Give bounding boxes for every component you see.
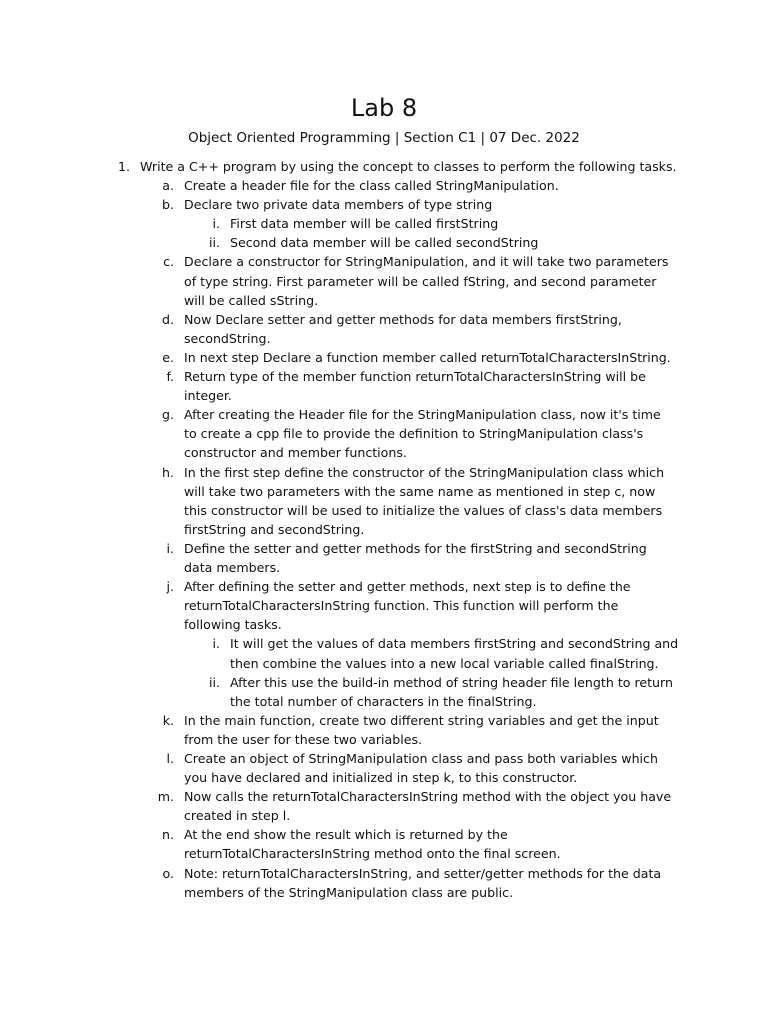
list-item [0, 577, 768, 634]
list-item-marker: m. [157, 789, 174, 805]
list-item-marker: n. [162, 827, 174, 843]
list-item-text [184, 711, 659, 749]
list-item [0, 864, 768, 902]
list-item [0, 233, 768, 252]
list-item-line: Now Declare setter and getter methods for data members firstString, [184, 311, 622, 327]
list-item-line: of type string. First parameter will be called fString, and second parameter [184, 273, 657, 289]
list-item-line: First data member will be called firstString [230, 216, 499, 232]
list-item-marker: k. [162, 712, 174, 728]
list-item-text [184, 310, 622, 348]
list-item-line: Create a header file for the class called StringManipulation. [184, 178, 559, 194]
list-item-marker: ii. [208, 235, 220, 251]
list-item-marker: g. [162, 407, 174, 423]
list-item-line: from the user for these two variables. [184, 731, 423, 747]
list-item-text [184, 539, 647, 577]
list-item-line: At the end show the result which is returned by the [184, 827, 508, 843]
list-item-line: returnTotalCharactersInString method onto the final screen. [184, 846, 561, 862]
list-item-text [184, 577, 631, 634]
list-item-text [230, 634, 678, 672]
list-item-marker: a. [162, 178, 174, 194]
list-item-marker: ii. [208, 674, 220, 690]
list-item [0, 405, 768, 462]
list-item-marker: e. [162, 349, 174, 365]
list-item-line: Create an object of StringManipulation class and pass both variables which [184, 750, 658, 766]
list-item-line: In the main function, create two different string variables and get the input [184, 712, 659, 728]
list-item-line: Note: returnTotalCharactersInString, and setter/getter methods for the data [184, 865, 662, 881]
list-item-marker: b. [162, 197, 174, 213]
list-item-line: After this use the build-in method of string header file length to return [230, 674, 673, 690]
list-item-line: to create a cpp file to provide the definition to StringManipulation class's [184, 426, 644, 442]
list-item-line: Write a C++ program by using the concept to classes to perform the following tasks. [140, 159, 677, 174]
list-item-line: this constructor will be used to initialize the values of class's data members [184, 502, 663, 518]
list-item-text [184, 463, 664, 539]
list-item-line: constructor and member functions. [184, 445, 407, 461]
list-item [0, 157, 768, 176]
list-item [0, 195, 768, 214]
list-item [0, 310, 768, 348]
list-item [0, 787, 768, 825]
list-item [0, 367, 768, 405]
list-item [0, 463, 768, 539]
list-item-marker: j. [166, 579, 174, 595]
list-item-line: After creating the Header file for the StringManipulation class, now it's time [184, 407, 661, 423]
list-item [0, 214, 768, 233]
list-item-line: created in step l. [184, 808, 291, 824]
list-item-text [184, 405, 661, 462]
list-item-line: After defining the setter and getter methods, next step is to define the [184, 579, 631, 595]
list-item-marker: 1. [117, 159, 130, 174]
list-item-line: members of the StringManipulation class are public. [184, 884, 514, 900]
list-item-marker: l. [166, 750, 174, 766]
list-item-line: Define the setter and getter methods for the firstString and secondString [184, 540, 647, 556]
list-item-text [184, 787, 671, 825]
list-item [0, 749, 768, 787]
list-item-marker: i. [212, 216, 220, 232]
list-item-line: returnTotalCharactersInString function. This function will perform the [184, 598, 619, 614]
list-item-line: Declare a constructor for StringManipulation, and it will take two parameters [184, 254, 669, 270]
list-item-text [230, 214, 498, 233]
list-item-line: then combine the values into a new local variable called finalString. [230, 655, 659, 671]
list-item-line: following tasks. [184, 617, 282, 633]
list-item [0, 711, 768, 749]
list-item-text [184, 176, 559, 195]
list-item-marker: o. [162, 865, 174, 881]
list-item-line: the total number of characters in the finalString. [230, 693, 537, 709]
list-item-line: Second data member will be called secondString [230, 235, 539, 251]
list-item-text [184, 348, 671, 367]
list-item-text [140, 157, 677, 176]
list-item-line: Now calls the returnTotalCharactersInString method with the object you have [184, 789, 672, 805]
list-item [0, 673, 768, 711]
list-item [0, 348, 768, 367]
list-item-marker: c. [163, 254, 174, 270]
list-item-marker: h. [162, 464, 174, 480]
list-item-line: In next step Declare a function member called returnTotalCharactersInString. [184, 349, 671, 365]
list-item-marker: f. [166, 369, 174, 385]
list-item [0, 176, 768, 195]
document-subtitle: Object Oriented Programming | Section C1 | 07 Dec. 2022 [188, 130, 580, 146]
list-item-marker: i. [212, 636, 220, 652]
list-item-text [184, 252, 668, 309]
list-item-line: data members. [184, 560, 281, 576]
list-item-line: will be called sString. [184, 292, 319, 308]
list-item-line: It will get the values of data members firstString and secondString and [230, 636, 679, 652]
list-item-marker: d. [162, 311, 174, 327]
list-item-line: In the first step define the constructor of the StringManipulation class which [184, 464, 665, 480]
list-item [0, 252, 768, 309]
list-item-line: firstString and secondString. [184, 521, 365, 537]
list-item-line: Return type of the member function returnTotalCharactersInString will be [184, 369, 646, 385]
list-item-line: secondString. [184, 330, 271, 346]
list-item [0, 539, 768, 577]
task-list [0, 157, 768, 902]
list-item-text [230, 233, 538, 252]
list-item-marker: i. [166, 540, 174, 556]
list-item-text [184, 749, 658, 787]
list-item-text [184, 825, 561, 863]
list-item [0, 634, 768, 672]
list-item-line: integer. [184, 388, 232, 404]
list-item-text [184, 195, 492, 214]
list-item-text [184, 864, 661, 902]
list-item-line: Declare two private data members of type string [184, 197, 493, 213]
list-item-line: you have declared and initialized in step k, to this constructor. [184, 770, 578, 786]
list-item-text [184, 367, 646, 405]
document-title: Lab 8 [350, 94, 418, 122]
list-item-text [230, 673, 673, 711]
list-item [0, 825, 768, 863]
list-item-line: will take two parameters with the same name as mentioned in step c, now [184, 483, 656, 499]
